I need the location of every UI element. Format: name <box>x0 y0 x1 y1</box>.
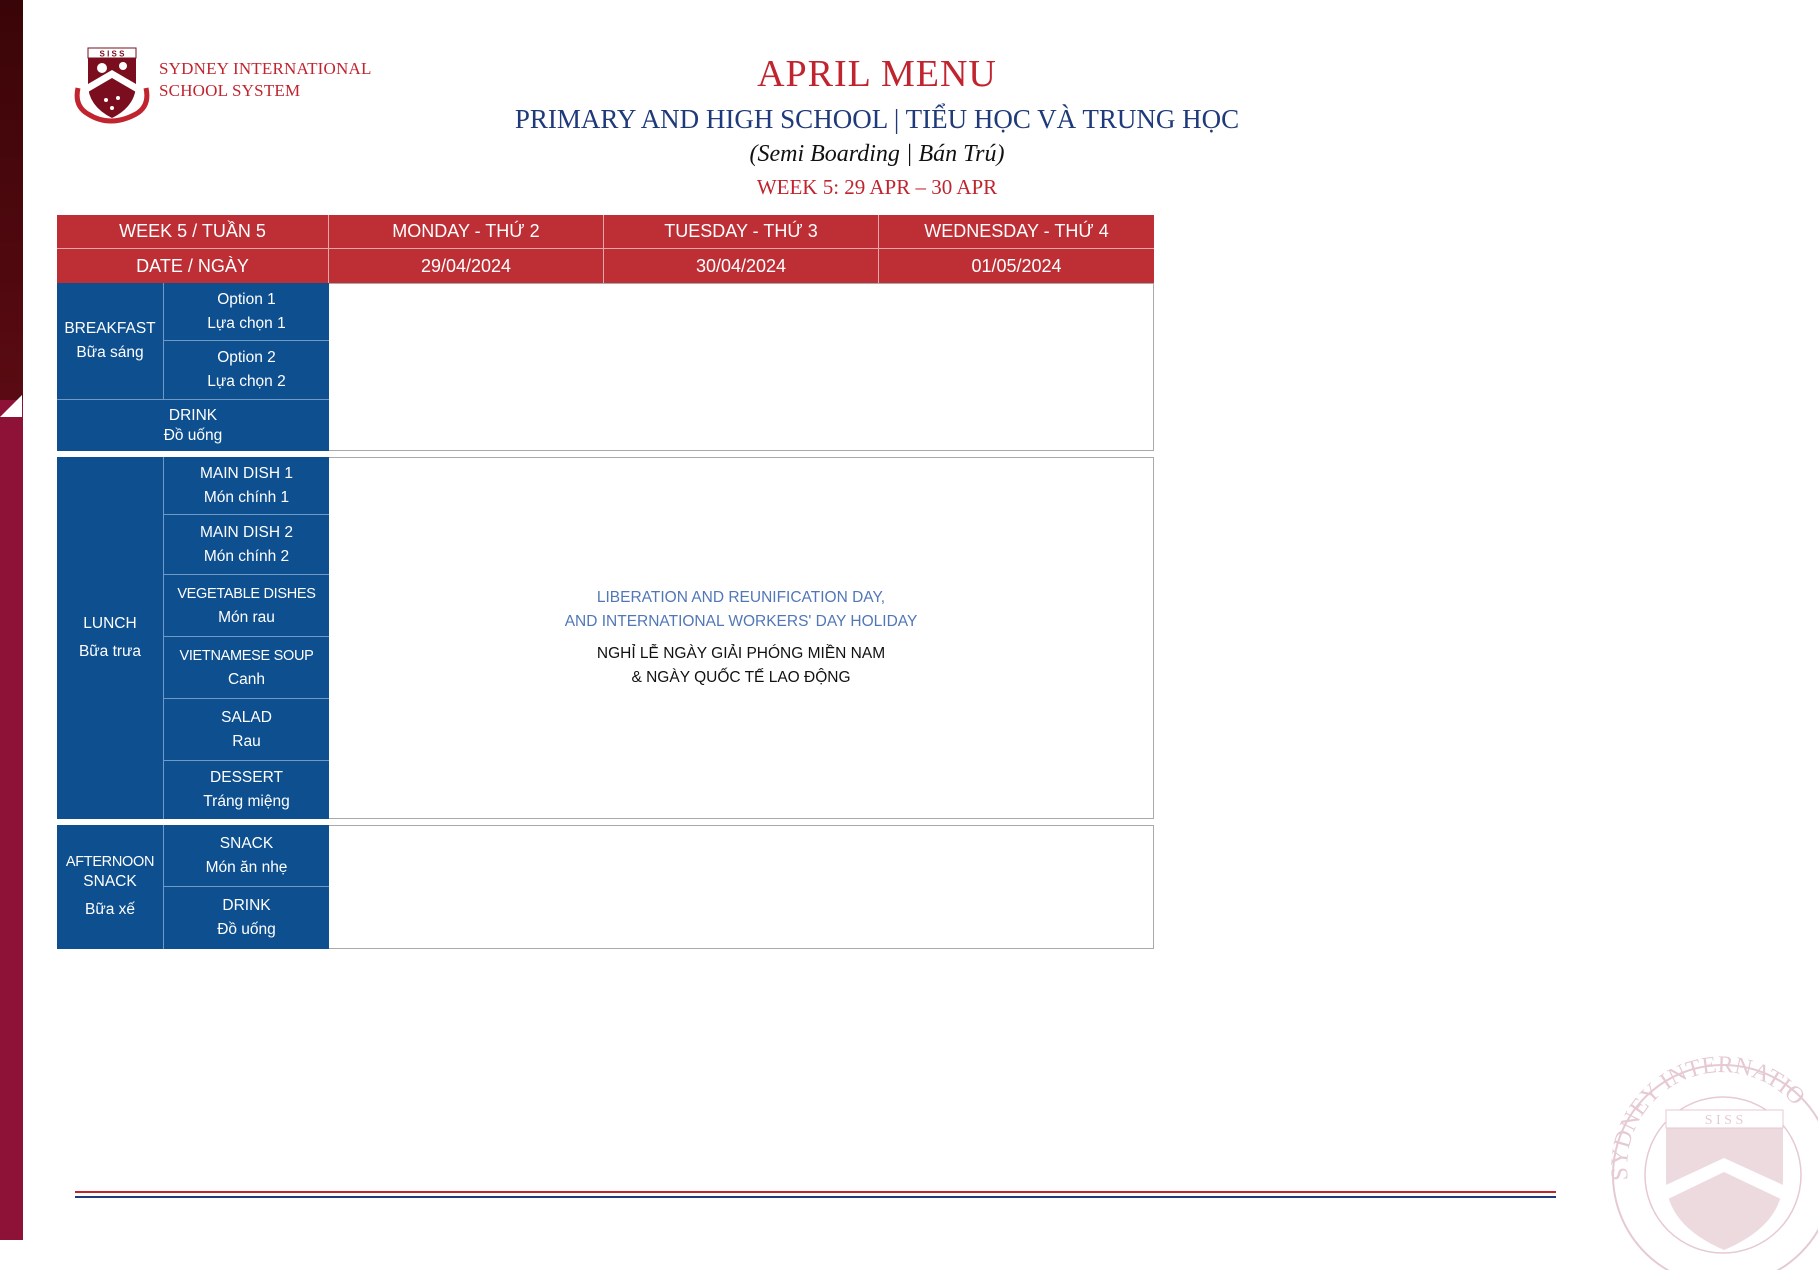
row-label-vi: Món ăn nhẹ <box>205 858 288 876</box>
program-label: (Semi Boarding | Bán Trú) <box>749 141 1005 167</box>
menu-row-label <box>164 457 329 515</box>
snack-labels <box>57 825 329 949</box>
day-date: 29/04/2024 <box>329 249 604 283</box>
header-row-dates <box>57 249 1154 283</box>
menu-row-label <box>164 341 329 399</box>
row-label-vi: Đồ uống <box>217 921 276 938</box>
row-label-en: Option 2 <box>217 349 276 366</box>
meal-label-en: BREAKFAST <box>64 320 156 337</box>
row-label-en: MAIN DISH 1 <box>199 464 293 482</box>
menu-row-label <box>164 575 329 637</box>
meal-label-en: AFTERNOON <box>65 854 155 870</box>
footer-rule-blue <box>75 1196 1556 1198</box>
footer-rule-red <box>75 1191 1556 1193</box>
row-label-vi: Món rau <box>218 608 275 626</box>
watermark-crest-icon <box>1598 1050 1818 1270</box>
school-name-line2: SCHOOL SYSTEM <box>159 81 301 100</box>
page-title: APRIL MENU <box>757 53 997 95</box>
left-accent-notch <box>0 395 22 417</box>
lunch-labels <box>57 457 329 819</box>
menu-row-label-drink <box>57 399 329 451</box>
left-accent-bar <box>0 0 23 400</box>
row-label-en: VEGETABLE DISHES <box>177 585 316 602</box>
meal-label-vi: Bữa xế <box>84 901 135 918</box>
meal-label-en: LUNCH <box>83 615 137 632</box>
menu-row-label <box>164 699 329 761</box>
meal-label-en-2: SNACK <box>83 873 137 890</box>
row-label-en: SNACK <box>219 834 274 852</box>
row-label-vi: Lựa chọn 2 <box>207 373 286 390</box>
week-range: WEEK 5: 29 APR – 30 APR <box>756 175 998 199</box>
school-crest-icon <box>70 44 156 126</box>
header-row-days <box>57 215 1154 249</box>
row-label-en: MAIN DISH 2 <box>199 523 293 541</box>
day-header: TUESDAY - THỨ 3 <box>604 215 879 249</box>
row-label-vi: Canh <box>227 670 266 688</box>
menu-row-label <box>164 761 329 819</box>
row-label-en: DRINK <box>168 406 218 424</box>
row-label-en: VIETNAMESE SOUP <box>179 647 314 664</box>
holiday-notice-cell <box>329 457 1154 819</box>
day-date: 30/04/2024 <box>604 249 879 283</box>
svg-text:S I S S: S I S S <box>1704 1113 1744 1128</box>
meal-label-afternoon-snack <box>57 825 164 949</box>
day-header: MONDAY - THỨ 2 <box>329 215 604 249</box>
menu-row-label <box>164 283 329 341</box>
school-name-line1: SYDNEY INTERNATIONAL <box>159 59 372 78</box>
week-label: WEEK 5 / TUẦN 5 <box>57 215 329 249</box>
row-label-en: DRINK <box>222 897 271 914</box>
svg-text:SYDNEY INTERNATIONAL: SYDNEY INTERNATIO <box>1606 1051 1810 1182</box>
menu-row-label <box>164 637 329 699</box>
breakfast-labels <box>57 283 329 451</box>
holiday-notice-vi-line1: NGHỈ LỄ NGÀY GIẢI PHÓNG MIỀN NAM <box>596 645 886 662</box>
menu-table <box>57 215 1154 949</box>
menu-row-label <box>164 825 329 887</box>
meal-label-vi: Bữa sáng <box>76 344 144 361</box>
day-header: WEDNESDAY - THỨ 4 <box>879 215 1154 249</box>
lunch-section <box>57 457 1154 819</box>
meal-label-vi: Bữa trưa <box>78 643 142 660</box>
breakfast-content-cell <box>329 283 1154 451</box>
holiday-notice-en-line1: LIBERATION AND REUNIFICATION DAY, <box>596 589 886 606</box>
meal-label-breakfast <box>57 283 164 399</box>
row-label-vi: Món chính 2 <box>203 547 290 565</box>
meal-label-lunch <box>57 457 164 819</box>
holiday-notice-en-line2: AND INTERNATIONAL WORKERS' DAY HOLIDAY <box>564 613 918 630</box>
school-name <box>159 58 372 102</box>
page-subtitle: PRIMARY AND HIGH SCHOOL | TIỂU HỌC VÀ TRUNG HỌC <box>514 104 1240 134</box>
breakfast-section <box>57 283 1154 451</box>
menu-header <box>440 50 1314 204</box>
row-label-en: Option 1 <box>217 290 276 308</box>
row-label-en: DESSERT <box>210 769 283 786</box>
svg-text:S I S S: S I S S <box>99 49 125 59</box>
row-label-vi: Món chính 1 <box>203 488 290 506</box>
snack-content-cell <box>329 825 1154 949</box>
row-label-vi: Đồ uống <box>163 426 223 444</box>
row-label-vi: Rau <box>232 732 261 750</box>
row-label-vi: Lựa chọn 1 <box>207 314 286 332</box>
date-label: DATE / NGÀY <box>57 249 329 283</box>
afternoon-snack-section <box>57 825 1154 949</box>
holiday-notice-vi-line2: & NGÀY QUỐC TẾ LAO ĐỘNG <box>631 669 851 686</box>
menu-row-label <box>164 515 329 575</box>
left-accent-bar-lower <box>0 400 23 1240</box>
menu-row-label <box>164 887 329 949</box>
row-label-en: SALAD <box>221 708 272 726</box>
day-date: 01/05/2024 <box>879 249 1154 283</box>
row-label-vi: Tráng miệng <box>203 793 290 810</box>
